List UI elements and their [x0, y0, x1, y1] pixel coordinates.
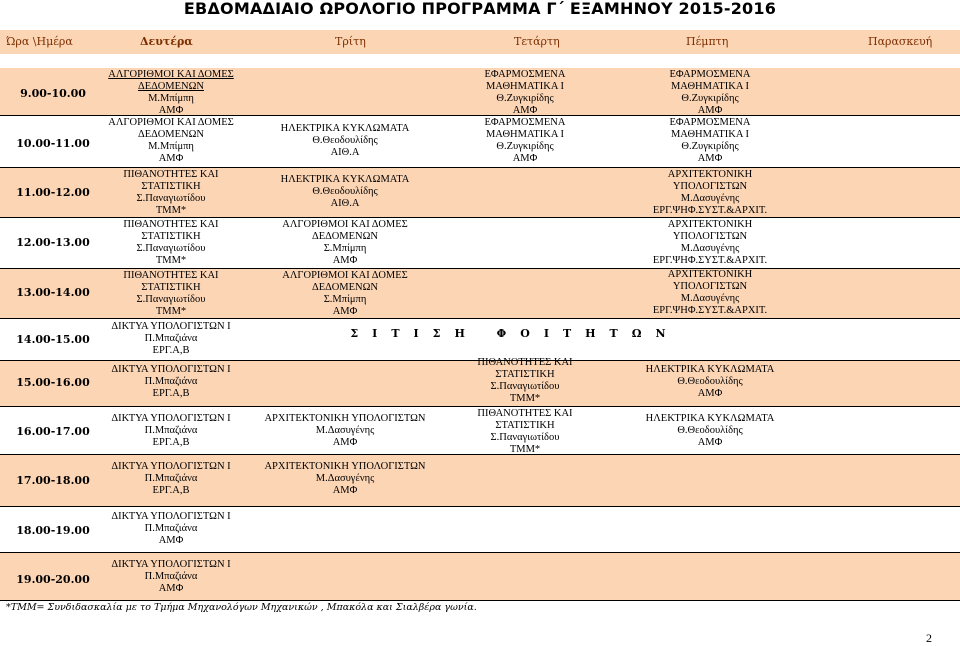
grid-line	[0, 167, 960, 168]
course-name: ΣΤΑΤΙΣΤΙΚΗ	[495, 369, 555, 380]
instructor: Μ.Δασυγένης	[315, 473, 375, 484]
room: ΕΡΓ.Α,Β	[152, 437, 190, 448]
course-name: ΑΛΓΟΡΙΘΜΟΙ ΚΑΙ ΔΟΜΕΣ	[282, 270, 408, 281]
class-cell-thu-15	[625, 364, 795, 400]
header-monday: Δευτέρα	[140, 35, 193, 48]
course-name: ΣΤΑΤΙΣΤΙΚΗ	[141, 282, 201, 293]
header-tuesday: Τρίτη	[335, 35, 366, 48]
time-slot: 12.00-13.00	[16, 236, 90, 249]
class-cell-mon-17	[92, 461, 250, 497]
course-name: ΔΕΔΟΜΕΝΩΝ	[137, 81, 205, 92]
room: ΕΡΓ.ΨΗΦ.ΣΥΣΤ.&ΑΡΧΙΤ.	[652, 205, 768, 216]
course-name: ΑΡΧΙΤΕΚΤΟΝΙΚΗ	[667, 169, 753, 180]
room: ΤΜΜ*	[509, 393, 541, 404]
course-name: ΣΤΑΤΙΣΤΙΚΗ	[495, 420, 555, 431]
room: ΑΜΦ	[158, 535, 184, 546]
instructor: Θ.Θεοδουλίδης	[677, 376, 743, 387]
time-slot: 16.00-17.00	[16, 425, 90, 438]
class-cell-tue-17	[255, 461, 435, 497]
course-name: ΔΙΚΤΥΑ ΥΠΟΛΟΓΙΣΤΩΝ Ι	[111, 364, 231, 375]
course-name: ΔΙΚΤΥΑ ΥΠΟΛΟΓΙΣΤΩΝ Ι	[111, 321, 231, 332]
course-name: ΗΛΕΚΤΡΙΚΑ ΚΥΚΛΩΜΑΤΑ	[645, 364, 775, 375]
instructor: Μ.Δασυγένης	[680, 243, 740, 254]
class-cell-thu-12	[625, 219, 795, 267]
room: ΑΜΦ	[332, 437, 358, 448]
course-name: ΔΙΚΤΥΑ ΥΠΟΛΟΓΙΣΤΩΝ Ι	[111, 461, 231, 472]
instructor: Π.Μπαζιάνα	[144, 473, 198, 484]
course-name: ΜΑΘΗΜΑΤΙΚΑ Ι	[670, 81, 750, 92]
course-name: ΜΑΘΗΜΑΤΙΚΑ Ι	[485, 81, 565, 92]
course-name: ΔΕΔΟΜΕΝΩΝ	[311, 282, 379, 293]
class-cell-mon-14	[92, 321, 250, 357]
class-cell-wed-16	[440, 408, 610, 456]
course-name: ΔΙΚΤΥΑ ΥΠΟΛΟΓΙΣΤΩΝ Ι	[111, 511, 231, 522]
class-cell-wed-10	[440, 117, 610, 165]
instructor: Μ.Μπίμπη	[148, 93, 194, 104]
room: ΑΜΦ	[697, 388, 723, 399]
class-cell-thu-10	[625, 117, 795, 165]
class-cell-mon-9	[92, 69, 250, 117]
course-name: ΠΙΘΑΝΟΤΗΤΕΣ ΚΑΙ	[123, 270, 219, 281]
instructor: Μ.Δασυγένης	[680, 293, 740, 304]
room: ΑΙΘ.Α	[330, 147, 360, 158]
class-cell-thu-13	[625, 269, 795, 317]
course-name: ΗΛΕΚΤΡΙΚΑ ΚΥΚΛΩΜΑΤΑ	[280, 123, 410, 134]
instructor: Θ.Θεοδουλίδης	[677, 425, 743, 436]
instructor: Σ.Παναγιωτίδου	[136, 243, 206, 254]
course-name: ΥΠΟΛΟΓΙΣΤΩΝ	[672, 181, 748, 192]
header-wednesday: Τετάρτη	[514, 35, 560, 48]
instructor: Θ.Ζυγκιρίδης	[681, 141, 739, 152]
class-cell-mon-13	[92, 270, 250, 318]
instructor: Θ.Ζυγκιρίδης	[496, 93, 554, 104]
class-cell-wed-15	[440, 357, 610, 405]
class-cell-thu-9	[625, 69, 795, 117]
instructor: Θ.Θεοδουλίδης	[312, 135, 378, 146]
course-name: ΔΕΔΟΜΕΝΩΝ	[137, 129, 205, 140]
room: ΤΜΜ*	[155, 205, 187, 216]
class-cell-thu-11	[625, 169, 795, 217]
instructor: Θ.Θεοδουλίδης	[312, 186, 378, 197]
instructor: Μ.Δασυγένης	[680, 193, 740, 204]
time-slot: 14.00-15.00	[16, 333, 90, 346]
course-name: ΠΙΘΑΝΟΤΗΤΕΣ ΚΑΙ	[123, 169, 219, 180]
room: ΑΜΦ	[332, 485, 358, 496]
instructor: Π.Μπαζιάνα	[144, 425, 198, 436]
course-name: ΣΤΑΤΙΣΤΙΚΗ	[141, 231, 201, 242]
class-cell-tue-11	[255, 174, 435, 210]
course-name: ΔΙΚΤΥΑ ΥΠΟΛΟΓΙΣΤΩΝ Ι	[111, 559, 231, 570]
course-name: ΑΡΧΙΤΕΚΤΟΝΙΚΗ	[667, 219, 753, 230]
course-name: ΑΛΓΟΡΙΘΜΟΙ ΚΑΙ ΔΟΜΕΣ	[108, 117, 234, 128]
room: ΑΜΦ	[158, 105, 184, 116]
instructor: Μ.Μπίμπη	[148, 141, 194, 152]
meal-break-banner: ΣΙΤΙΣΗ ΦΟΙΤΗΤΩΝ	[350, 327, 680, 340]
class-cell-wed-9	[440, 69, 610, 117]
course-name: ΕΦΑΡΜΟΣΜΕΝΑ	[669, 117, 751, 128]
class-cell-mon-12	[92, 219, 250, 267]
instructor: Π.Μπαζιάνα	[144, 333, 198, 344]
course-name: ΑΡΧΙΤΕΚΤΟΝΙΚΗ	[667, 269, 753, 280]
course-name: ΠΙΘΑΝΟΤΗΤΕΣ ΚΑΙ	[123, 219, 219, 230]
class-cell-thu-16	[625, 413, 795, 449]
room: ΑΜΦ	[512, 153, 538, 164]
course-name: ΕΦΑΡΜΟΣΜΕΝΑ	[484, 117, 566, 128]
header-friday: Παρασκευή	[868, 35, 933, 48]
course-name: ΑΡΧΙΤΕΚΤΟΝΙΚΗ ΥΠΟΛΟΓΙΣΤΩΝ	[264, 413, 426, 424]
room: ΕΡΓ.ΨΗΦ.ΣΥΣΤ.&ΑΡΧΙΤ.	[652, 255, 768, 266]
class-cell-mon-18	[92, 511, 250, 547]
course-name: ΜΑΘΗΜΑΤΙΚΑ Ι	[670, 129, 750, 140]
course-name: ΠΙΘΑΝΟΤΗΤΕΣ ΚΑΙ	[477, 357, 573, 368]
course-name: ΑΛΓΟΡΙΘΜΟΙ ΚΑΙ ΔΟΜΕΣ	[282, 219, 408, 230]
instructor: Σ.Μπίμπη	[323, 243, 367, 254]
grid-line	[0, 406, 960, 407]
instructor: Σ.Παναγιωτίδου	[490, 432, 560, 443]
class-cell-mon-15	[92, 364, 250, 400]
room: ΕΡΓ.ΨΗΦ.ΣΥΣΤ.&ΑΡΧΙΤ.	[652, 305, 768, 316]
class-cell-tue-13	[255, 270, 435, 318]
course-name: ΑΛΓΟΡΙΘΜΟΙ ΚΑΙ ΔΟΜΕΣ	[108, 69, 234, 80]
course-name: ΗΛΕΚΤΡΙΚΑ ΚΥΚΛΩΜΑΤΑ	[280, 174, 410, 185]
course-name: ΗΛΕΚΤΡΙΚΑ ΚΥΚΛΩΜΑΤΑ	[645, 413, 775, 424]
course-name: ΠΙΘΑΝΟΤΗΤΕΣ ΚΑΙ	[477, 408, 573, 419]
course-name: ΑΡΧΙΤΕΚΤΟΝΙΚΗ ΥΠΟΛΟΓΙΣΤΩΝ	[264, 461, 426, 472]
instructor: Π.Μπαζιάνα	[144, 376, 198, 387]
page-number: 2	[926, 631, 932, 645]
course-name: ΥΠΟΛΟΓΙΣΤΩΝ	[672, 231, 748, 242]
grid-line	[0, 506, 960, 507]
room: ΕΡΓ.Α,Β	[152, 345, 190, 356]
time-slot: 11.00-12.00	[16, 186, 90, 199]
course-name: ΕΦΑΡΜΟΣΜΕΝΑ	[484, 69, 566, 80]
course-name: ΔΕΔΟΜΕΝΩΝ	[311, 231, 379, 242]
class-cell-mon-10	[92, 117, 250, 165]
instructor: Θ.Ζυγκιρίδης	[496, 141, 554, 152]
grid-line	[0, 552, 960, 553]
instructor: Μ.Δασυγένης	[315, 425, 375, 436]
room: ΤΜΜ*	[509, 444, 541, 455]
course-name: ΜΑΘΗΜΑΤΙΚΑ Ι	[485, 129, 565, 140]
time-slot: 13.00-14.00	[16, 286, 90, 299]
time-slot: 15.00-16.00	[16, 376, 90, 389]
grid-line	[0, 268, 960, 269]
room: ΕΡΓ.Α,Β	[152, 388, 190, 399]
room: ΑΜΦ	[697, 437, 723, 448]
header-corner: Ώρα \Ημέρα	[6, 35, 73, 48]
room: ΕΡΓ.Α,Β	[152, 485, 190, 496]
page-title: ΕΒΔΟΜΑΔΙΑΙΟ ΩΡΟΛΟΓΙΟ ΠΡΟΓΡΑΜΜΑ Γ΄ ΕΞΑΜΗΝΟΥ 2015-2016	[183, 0, 777, 18]
room: ΑΜΦ	[332, 255, 358, 266]
instructor: Σ.Μπίμπη	[323, 294, 367, 305]
room: ΑΜΦ	[158, 583, 184, 594]
time-slot: 19.00-20.00	[16, 573, 90, 586]
time-slot: 9.00-10.00	[20, 87, 86, 100]
time-slot: 18.00-19.00	[16, 524, 90, 537]
time-slot: 17.00-18.00	[16, 474, 90, 487]
room: ΑΜΦ	[697, 105, 723, 116]
room: ΤΜΜ*	[155, 255, 187, 266]
grid-line	[0, 318, 960, 319]
room: ΑΜΦ	[158, 153, 184, 164]
grid-line	[0, 600, 960, 601]
class-cell-mon-11	[92, 169, 250, 217]
room: ΑΜΦ	[332, 306, 358, 317]
room: ΑΜΦ	[697, 153, 723, 164]
grid-line	[0, 217, 960, 218]
instructor: Σ.Παναγιωτίδου	[136, 193, 206, 204]
instructor: Θ.Ζυγκιρίδης	[681, 93, 739, 104]
class-cell-mon-16	[92, 413, 250, 449]
course-name: ΔΙΚΤΥΑ ΥΠΟΛΟΓΙΣΤΩΝ Ι	[111, 413, 231, 424]
instructor: Π.Μπαζιάνα	[144, 523, 198, 534]
instructor: Σ.Παναγιωτίδου	[490, 381, 560, 392]
instructor: Σ.Παναγιωτίδου	[136, 294, 206, 305]
room: ΑΙΘ.Α	[330, 198, 360, 209]
room: ΤΜΜ*	[155, 306, 187, 317]
course-name: ΣΤΑΤΙΣΤΙΚΗ	[141, 181, 201, 192]
course-name: ΕΦΑΡΜΟΣΜΕΝΑ	[669, 69, 751, 80]
instructor: Π.Μπαζιάνα	[144, 571, 198, 582]
time-slot: 10.00-11.00	[16, 137, 90, 150]
room: ΑΜΦ	[512, 105, 538, 116]
header-thursday: Πέμπτη	[686, 35, 729, 48]
course-name: ΥΠΟΛΟΓΙΣΤΩΝ	[672, 281, 748, 292]
class-cell-tue-12	[255, 219, 435, 267]
class-cell-mon-19	[92, 559, 250, 595]
class-cell-tue-16	[255, 413, 435, 449]
class-cell-tue-10	[255, 123, 435, 159]
footnote: *ΤΜΜ= Συνδιδασκαλία με το Τμήμα Μηχανολόγων Μηχανικών , Μπακόλα και Σιαλβέρα γωνία.	[6, 602, 477, 613]
